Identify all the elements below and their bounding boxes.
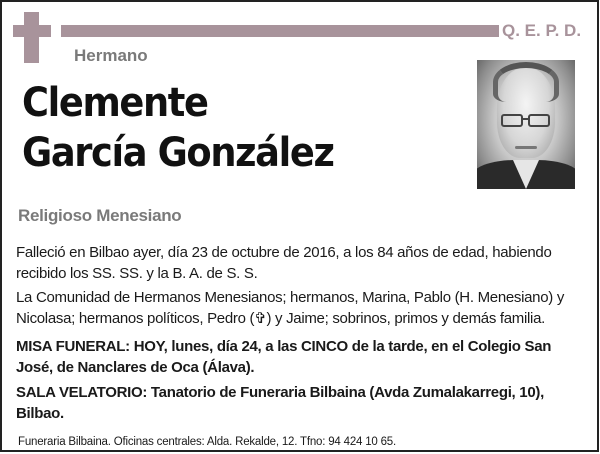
photo-hair <box>493 62 559 102</box>
surnames: García González <box>22 130 334 176</box>
photo-glasses-right <box>528 114 550 127</box>
header-rule <box>61 25 499 37</box>
family-paragraph: La Comunidad de Hermanos Menesianos; hermanos, Marina, Pablo (H. Menesiano) y Nicolasa; hermanos políticos, Pedro (✞) y Jaime; sobrinos, primos y demás familia. <box>16 289 565 327</box>
relation-label: Hermano <box>74 46 148 65</box>
qepd-label: Q. E. P. D. <box>502 21 582 40</box>
funeral-mass-paragraph: MISA FUNERAL: HOY, lunes, día 24, a las CINCO de la tarde, en el Colegio San José, de Nanclares de Oca (Álava). <box>16 338 552 376</box>
photo-glasses-bridge <box>523 118 528 120</box>
cross-icon <box>24 12 39 63</box>
portrait-photo <box>477 60 575 189</box>
photo-glasses-left <box>501 114 523 127</box>
subtitle: Religioso Menesiano <box>18 206 182 225</box>
photo-mouth <box>515 146 537 149</box>
first-name: Clemente <box>22 80 208 126</box>
footer-funeral-home: Funeraria Bilbaina. Oficinas centrales: Alda. Rekalde, 12. Tfno: 94 424 10 65. <box>18 436 396 448</box>
deceased-name <box>22 78 333 178</box>
cross-icon-bar <box>13 25 51 37</box>
death-notice-paragraph: Falleció en Bilbao ayer, día 23 de octubre de 2016, a los 84 años de edad, habiendo recibido los SS. SS. y la B. A. de S. S. <box>16 244 552 282</box>
wake-room-paragraph: SALA VELATORIO: Tanatorio de Funeraria Bilbaina (Avda Zumalakarregi, 10), Bilbao. <box>16 384 544 422</box>
